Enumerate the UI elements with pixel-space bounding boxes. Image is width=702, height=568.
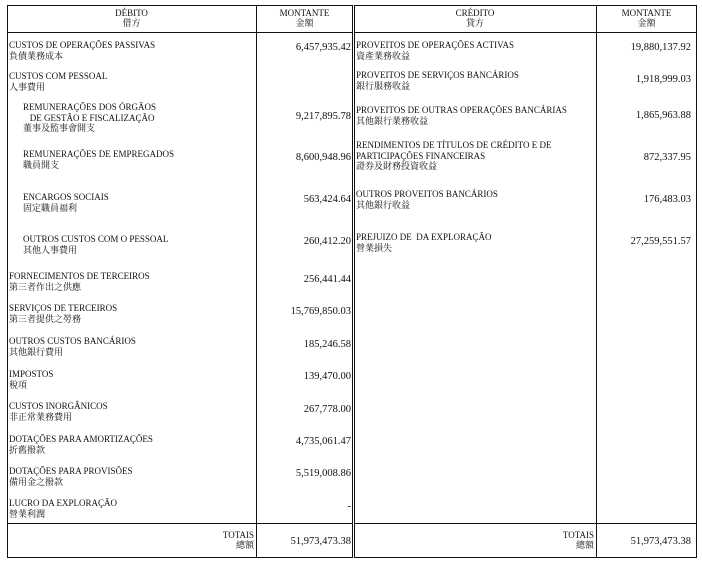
credit-header-divider <box>354 32 697 33</box>
debit-row-label: FORNECIMENTOS DE TERCEIROS 第三者作出之供應 <box>9 271 150 292</box>
debit-column-divider <box>256 5 257 558</box>
debit-row-amount: 15,769,850.03 <box>290 306 351 317</box>
debit-row-label: IMPOSTOS 稅項 <box>9 369 54 390</box>
credit-row-amount: 176,483.03 <box>643 194 691 205</box>
credit-totals-divider <box>354 523 697 524</box>
debit-row-amount: 563,424.64 <box>303 194 351 205</box>
debit-row-label: DOTAÇÕES PARA PROVISÕES 備用金之撥款 <box>9 466 133 487</box>
credit-row-label: PROVEITOS DE OUTRAS OPERAÇÕES BANCÁRIAS 其他銀行業務收益 <box>356 105 567 126</box>
debit-row-label: OUTROS CUSTOS BANCÁRIOS 其他銀行費用 <box>9 336 136 357</box>
debit-row-amount: 8,600,948.96 <box>295 152 351 163</box>
credit-row-amount: 27,259,551.57 <box>630 236 691 247</box>
credit-amount-header: MONTANTE 金額 <box>621 8 672 28</box>
debit-total-amount: 51,973,473.38 <box>290 536 351 547</box>
debit-header-divider <box>7 32 353 33</box>
debit-row-label: REMUNERAÇÕES DOS ÓRGÃOS DE GESTÃO E FISCALIZAÇÃO 董事及監事會開支 <box>23 102 157 133</box>
debit-row-label: LUCRO DA EXPLORAÇÃO 營業利潤 <box>9 498 118 519</box>
credit-row-amount: 872,337.95 <box>643 152 691 163</box>
debit-row-label: CUSTOS COM PESSOAL 人事費用 <box>9 71 108 92</box>
debit-row-amount: 5,519,008.86 <box>295 468 351 479</box>
credit-totals-label: TOTAIS 總額 <box>562 530 594 550</box>
credit-row-label: OUTROS PROVEITOS BANCÁRIOS 其他銀行收益 <box>356 189 498 210</box>
credit-row-amount: 1,865,963.88 <box>635 110 691 121</box>
debit-row-label: REMUNERAÇÕES DE EMPREGADOS 職員開支 <box>23 149 175 170</box>
debit-row-label: ENCARGOS SOCIAIS 固定職員福利 <box>23 192 109 213</box>
debit-row-amount: 267,778.00 <box>303 404 351 415</box>
credit-row-label: PREJUIZO DE DA EXPLORAÇÃO 營業損失 <box>356 232 492 253</box>
debit-row-amount: 9,217,895.78 <box>295 111 351 122</box>
debit-row-label: CUSTOS DE OPERAÇÕES PASSIVAS 負債業務成本 <box>9 40 156 61</box>
debit-row-amount: 185,246.58 <box>303 339 351 350</box>
credit-row-label: PROVEITOS DE SERVIÇOS BANCÁRIOS 銀行服務收益 <box>356 70 519 91</box>
credit-row-label: RENDIMENTOS DE TÍTULOS DE CRÉDITO E DE PARTICIPAÇÕES FINANCEIRAS 證券及財務投資收益 <box>356 140 552 171</box>
credit-total-amount: 51,973,473.38 <box>630 536 691 547</box>
debit-row-amount: 260,412.20 <box>303 236 351 247</box>
debit-row-amount: 139,470.00 <box>303 371 351 382</box>
debit-row-label: OUTROS CUSTOS COM O PESSOAL 其他人事費用 <box>23 234 169 255</box>
debit-row-label: CUSTOS INORGÂNICOS 非正常業務費用 <box>9 401 108 422</box>
debit-row-label: SERVIÇOS DE TERCEIROS 第三者提供之勞務 <box>9 303 118 324</box>
debit-totals-divider <box>7 523 353 524</box>
debit-row-amount: 6,457,935.42 <box>295 42 351 53</box>
debit-totals-label: TOTAIS 總額 <box>222 530 254 550</box>
debit-row-label: DOTAÇÕES PARA AMORTIZAÇÕES 折舊撥款 <box>9 434 153 455</box>
debit-row-amount: 4,735,061.47 <box>295 436 351 447</box>
credit-row-label: PROVEITOS DE OPERAÇÕES ACTIVAS 資產業務收益 <box>356 40 514 61</box>
credit-row-amount: 1,918,999.03 <box>635 74 691 85</box>
credit-row-amount: 19,880,137.92 <box>630 42 691 53</box>
credit-header: CRÉDITO 貸方 <box>455 8 495 28</box>
debit-amount-header: MONTANTE 金額 <box>279 8 330 28</box>
debit-row-amount: 256,441.44 <box>303 274 351 285</box>
debit-header: DÉBITO 借方 <box>115 8 148 28</box>
debit-row-amount: - <box>347 501 351 512</box>
credit-column-divider <box>596 5 597 558</box>
